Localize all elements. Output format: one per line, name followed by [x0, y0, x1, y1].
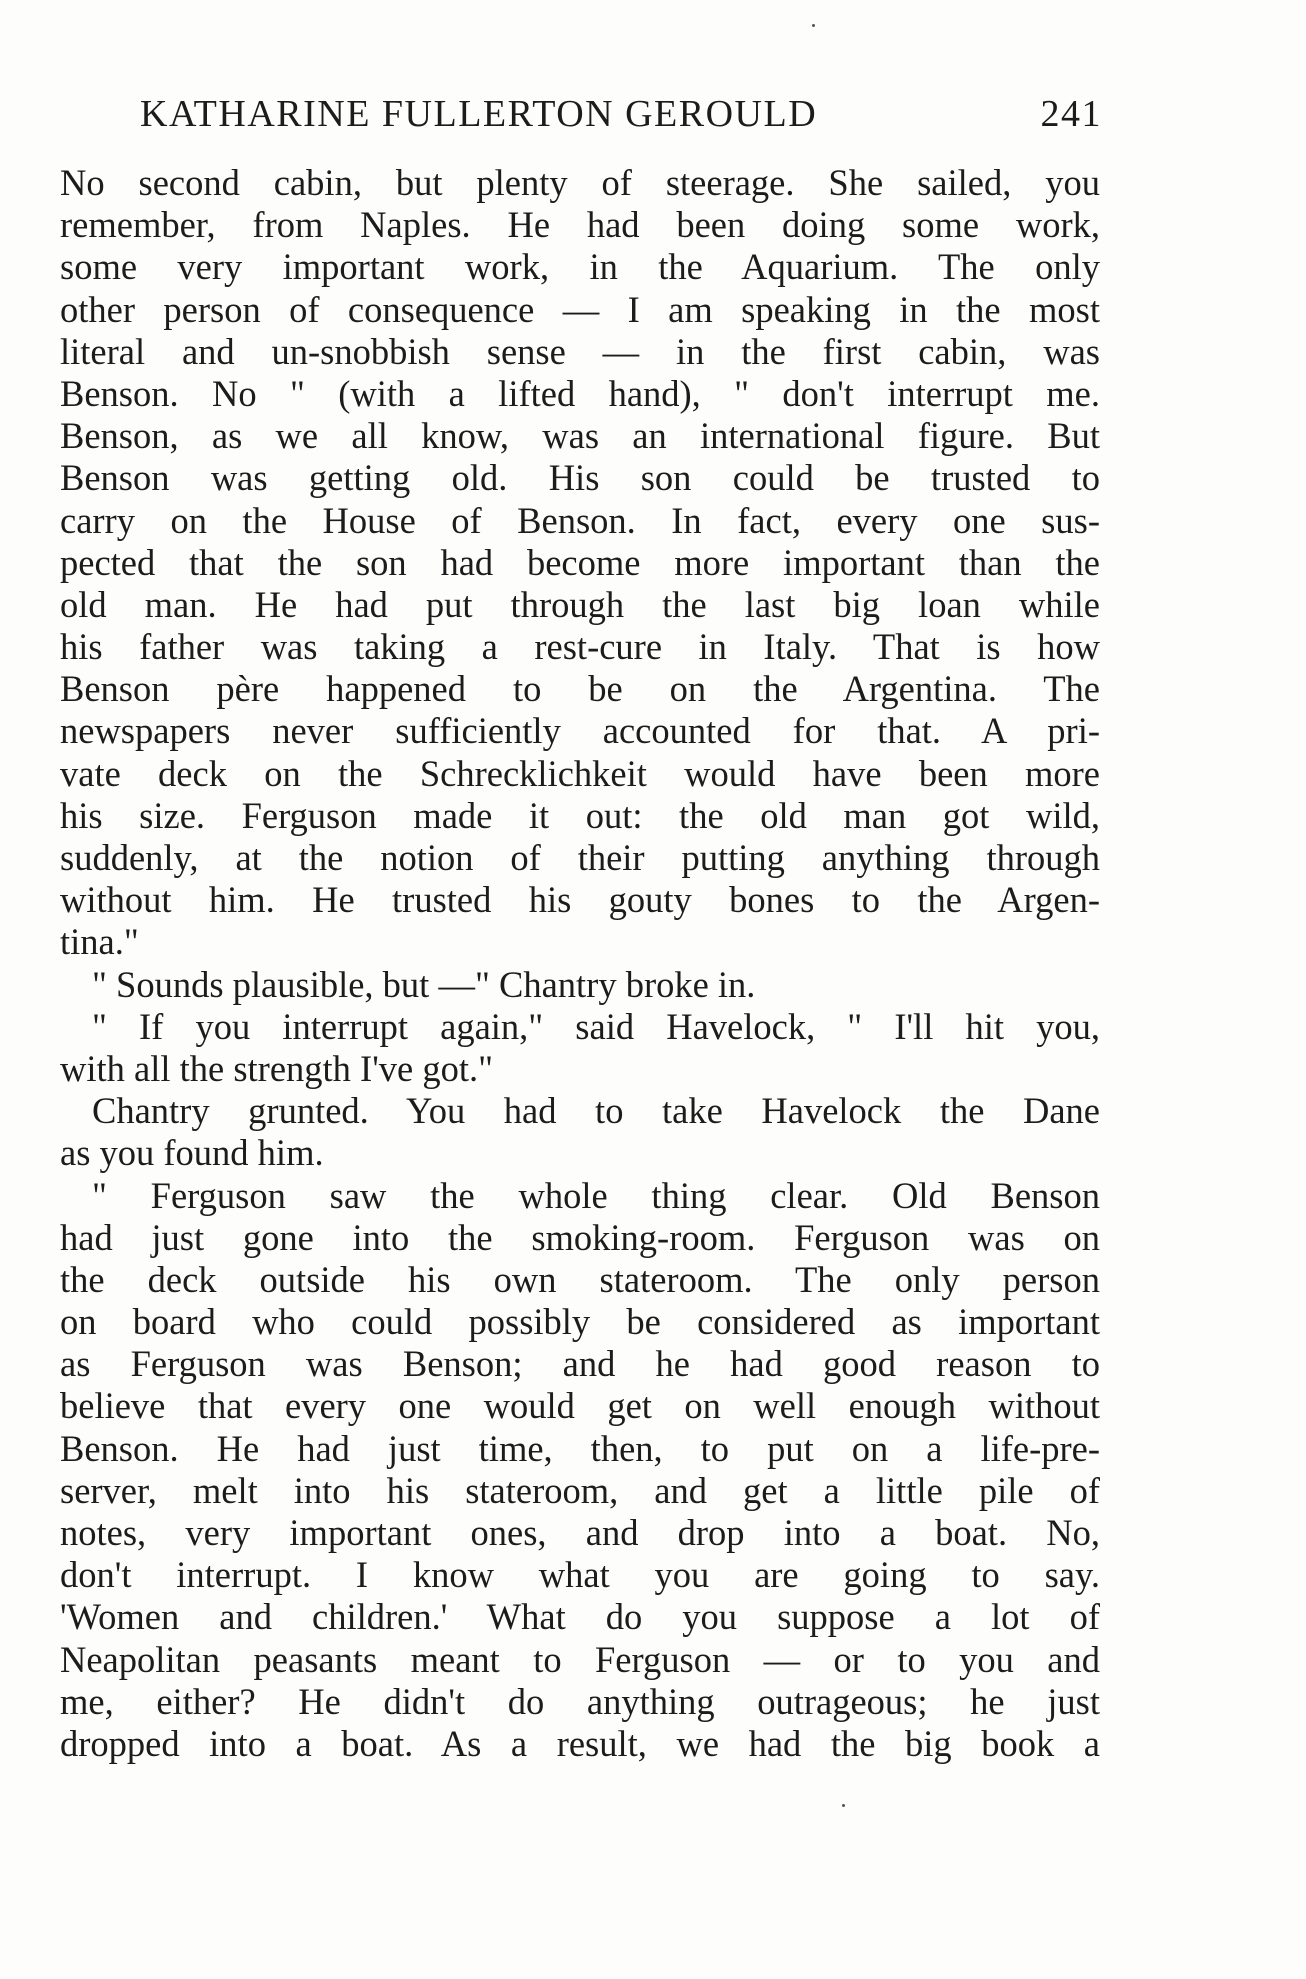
text-line: Chantry grunted. You had to take Havelock the Dane [92, 1090, 1100, 1132]
text-line: believe that every one would get on well enough without [60, 1385, 1100, 1427]
text-line: notes, very important ones, and drop into a boat. No, [60, 1512, 1100, 1553]
print-speck [812, 24, 815, 27]
text-line: dropped into a boat. As a result, we had the big book a [60, 1722, 1100, 1764]
text-line: had just gone into the smoking-room. Ferguson was on [60, 1216, 1100, 1258]
text-line: some very important work, in the Aquarium. The only [60, 246, 1100, 288]
text-line: Benson, as we all know, was an international figure. But [60, 415, 1100, 457]
running-title: KATHARINE FULLERTON GEROULD [140, 93, 818, 135]
text-line: server, melt into his stateroom, and get a little pile of [60, 1469, 1100, 1511]
print-speck [842, 1804, 845, 1807]
text-line: Benson père happened to be on the Argentina. The [60, 668, 1100, 710]
text-line: suddenly, at the notion of their putting anything through [60, 837, 1100, 878]
text-line: " Sounds plausible, but —" Chantry broke in. [92, 963, 756, 1005]
text-line: Neapolitan peasants meant to Ferguson — or to you and [60, 1638, 1100, 1680]
text-line: " Ferguson saw the whole thing clear. Old Benson [92, 1174, 1100, 1216]
page-number: 241 [1040, 93, 1102, 135]
text-line: vate deck on the Schrecklichkeit would have been more [60, 752, 1100, 794]
text-line: don't interrupt. I know what you are going to say. [60, 1554, 1100, 1596]
text-line: newspapers never sufficiently accounted for that. A pri- [60, 710, 1100, 752]
text-line: carry on the House of Benson. In fact, every one sus- [60, 499, 1100, 541]
text-line: Benson. No " (with a lifted hand), " don't interrupt me. [60, 372, 1100, 414]
running-header [140, 92, 1102, 142]
text-line: Benson was getting old. His son could be trusted to [60, 457, 1100, 499]
text-line: his size. Ferguson made it out: the old man got wild, [60, 794, 1100, 836]
body-text [60, 162, 1100, 1765]
text-line: without him. He trusted his gouty bones to the Argen- [60, 879, 1100, 921]
text-line: as Ferguson was Benson; and he had good reason to [60, 1343, 1100, 1385]
text-line: 'Women and children.' What do you suppose a lot of [60, 1596, 1100, 1638]
text-line: other person of consequence — I am speaking in the most [60, 288, 1100, 330]
text-line: as you found him. [60, 1132, 324, 1174]
text-line: his father was taking a rest-cure in Italy. That is how [60, 626, 1100, 668]
text-line: the deck outside his own stateroom. The only person [60, 1258, 1100, 1300]
text-line: old man. He had put through the last big loan while [60, 583, 1100, 625]
text-line: with all the strength I've got." [60, 1047, 494, 1089]
text-line: No second cabin, but plenty of steerage. She sailed, you [60, 162, 1100, 203]
text-line: " If you interrupt again," said Havelock, " I'll hit you, [92, 1005, 1100, 1047]
text-line: pected that the son had become more important than the [60, 541, 1100, 583]
text-line: tina." [60, 921, 139, 963]
text-line: Benson. He had just time, then, to put on a life-pre- [60, 1427, 1100, 1469]
text-line: remember, from Naples. He had been doing some work, [60, 204, 1100, 246]
text-line: me, either? He didn't do anything outrageous; he just [60, 1680, 1100, 1722]
text-line: literal and un-snobbish sense — in the first cabin, was [60, 330, 1100, 372]
text-line: on board who could possibly be considered as important [60, 1301, 1100, 1343]
